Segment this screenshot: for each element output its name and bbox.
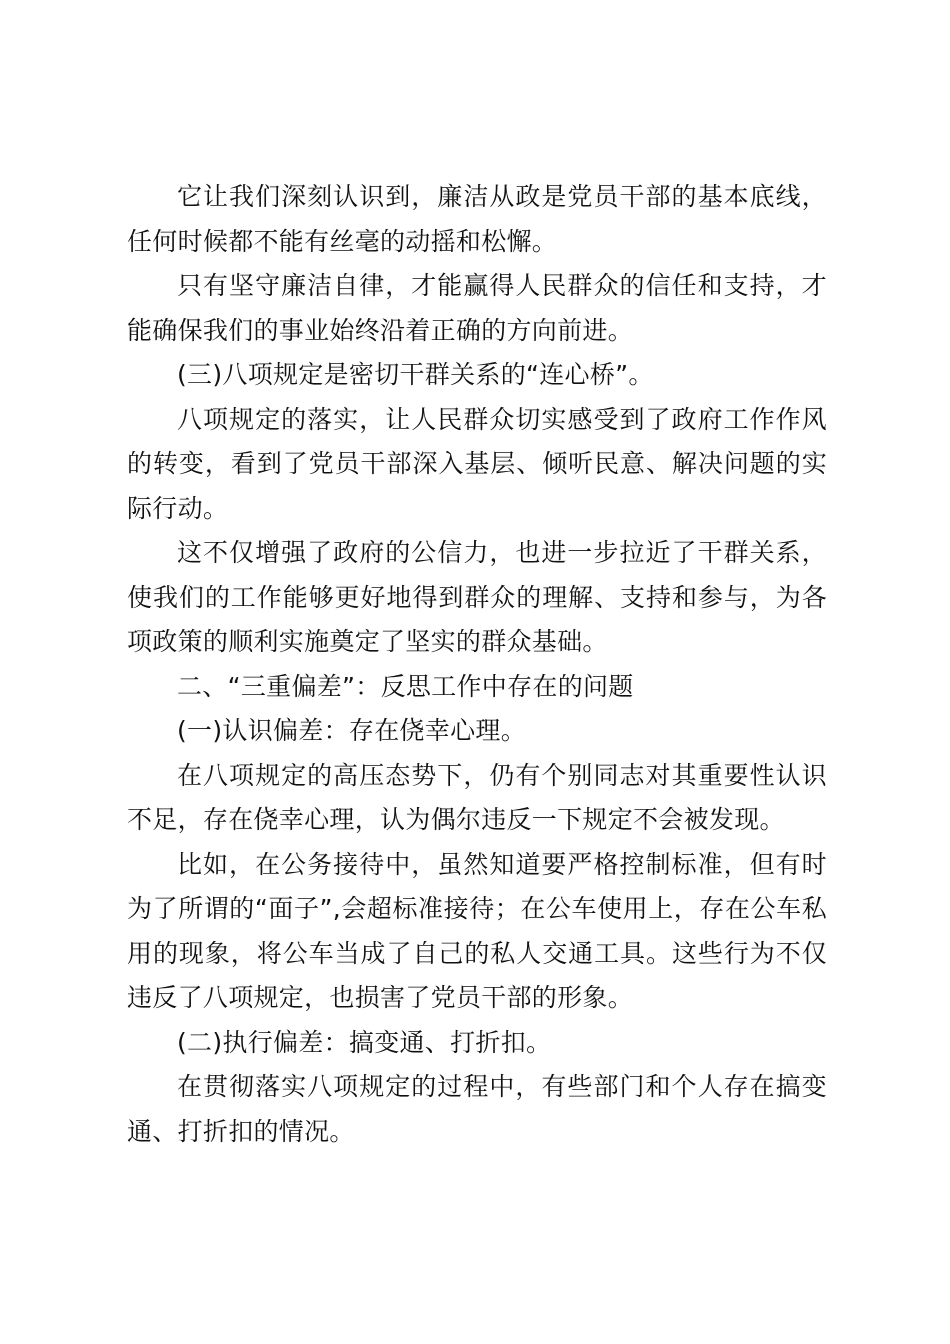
chapter-heading-2: 二、“三重偏差”：反思工作中存在的问题 [177,671,634,701]
document-body [127,175,827,1154]
paragraph-9: 比如，在公务接待中，虽然知道要严格控制标准，但有时为了所谓的“面子”,会超标准接待；在公车使用上，存在公车私用的现象，将公车当成了自己的私人交通工具。这些行为不仅违反了八项规定，也损害了党员干部的形象。 [127,849,827,1012]
section-heading-2: (二)执行偏差：搞变通、打折扣。 [177,1027,552,1057]
paragraph-1: 它让我们深刻认识到，廉洁从政是党员干部的基本底线，任何时候都不能有丝毫的动摇和松懈。 [127,182,827,256]
paragraph-11: 在贯彻落实八项规定的过程中，有些部门和个人存在搞变通、打折扣的情况。 [127,1072,827,1146]
paragraph-5: 这不仅增强了政府的公信力，也进一步拉近了干群关系，使我们的工作能够更好地得到群众的理解、支持和参与，为各项政策的顺利实施奠定了坚实的群众基础。 [127,538,827,656]
paragraph-4: 八项规定的落实，让人民群众切实感受到了政府工作作风的转变，看到了党员干部深入基层、倾听民意、解决问题的实际行动。 [127,404,827,523]
paragraph-8: 在八项规定的高压态势下，仍有个别同志对其重要性认识不足，存在侥幸心理，认为偶尔违反一下规定不会被发现。 [127,760,827,834]
section-heading-1: (一)认识偏差：存在侥幸心理。 [177,716,527,745]
paragraph-2: 只有坚守廉洁自律，才能赢得人民群众的信任和支持，才能确保我们的事业始终沿着正确的方向前进。 [127,271,827,345]
section-heading-3: (三)八项规定是密切干群关系的“连心桥”。 [177,360,654,389]
